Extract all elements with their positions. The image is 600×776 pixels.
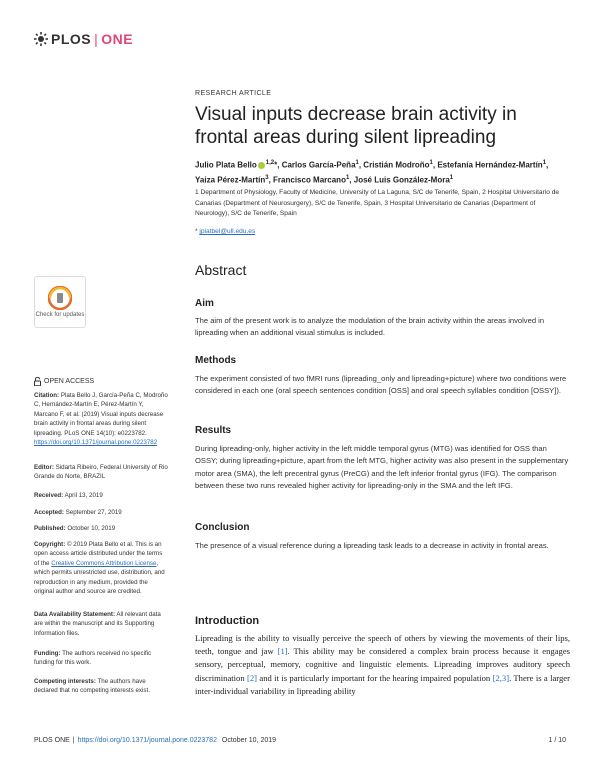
editor-label: Editor: bbox=[34, 464, 54, 471]
competing-interests-label: Competing interests: bbox=[34, 678, 96, 685]
data-availability-block bbox=[34, 610, 169, 638]
reference-link[interactable]: [2] bbox=[247, 672, 258, 683]
introduction-paragraph bbox=[195, 632, 570, 698]
accepted-date: September 27, 2019 bbox=[63, 509, 122, 516]
author-affil-sup: 1 bbox=[449, 174, 454, 181]
author-name[interactable]: , Francisco Marcano bbox=[268, 175, 346, 185]
logo-plos-text: PLOS bbox=[51, 31, 92, 47]
footer-page-number: 1 / 10 bbox=[548, 737, 566, 744]
introduction-heading: Introduction bbox=[195, 615, 260, 627]
received-label: Received: bbox=[34, 492, 64, 499]
corr-email-link[interactable]: jplatbel@ull.edu.es bbox=[199, 228, 256, 235]
plos-one-logo[interactable] bbox=[34, 31, 133, 47]
aim-text: The aim of the present work is to analyze the modulation of the brain activity within the areas involved in lipreading when an additional visual stimulus is included. bbox=[195, 316, 545, 338]
reference-link[interactable]: [2,3] bbox=[492, 672, 510, 683]
copyright-text-end: , which permits unrestricted use, distribution, and reproduction in any medium, provided the original author and source are credited. bbox=[34, 559, 165, 596]
plos-sun-icon bbox=[34, 32, 48, 46]
competing-interests-block bbox=[34, 677, 169, 696]
author-affil-sup: 1 bbox=[429, 160, 433, 166]
check-for-updates-button[interactable] bbox=[34, 276, 86, 328]
data-availability-label: Data Availability Statement: bbox=[34, 611, 116, 618]
logo-one-text: ONE bbox=[101, 31, 134, 47]
orcid-icon[interactable] bbox=[258, 162, 265, 169]
citation-text: Plata Bello J, García-Peña C, Modroño C, Hernández-Martín E, Pérez-Martín Y, Marcano F, et al. (2019) Visual inputs decrease brain activity in frontal areas during silent lipreading. PLoS ONE 14(10): e0223782. bbox=[34, 392, 168, 437]
corresponding-author bbox=[195, 228, 255, 235]
competing-interests-text: The authors have declared that no competing interests exist. bbox=[34, 678, 150, 695]
published-date: October 10, 2019 bbox=[65, 525, 116, 532]
cc-license-link[interactable]: Creative Commons Attribution License bbox=[51, 559, 157, 567]
author-name[interactable]: , Estefanía Hernández-Martín bbox=[432, 160, 543, 170]
funding-block bbox=[34, 649, 169, 668]
editor-block bbox=[34, 463, 169, 482]
funding-label: Funding: bbox=[34, 650, 61, 657]
author-name[interactable]: *, Carlos García-Peña bbox=[274, 160, 356, 170]
author-affil-sup: 1 bbox=[542, 160, 547, 166]
citation-doi-link[interactable]: https://doi.org/10.1371/journal.pone.0223782 bbox=[34, 439, 158, 447]
published-label: Published: bbox=[34, 525, 66, 532]
author-affil-sup: 1 bbox=[355, 160, 359, 166]
author-name[interactable]: Julio Plata Bello bbox=[195, 160, 257, 170]
data-availability-text: All relevant data are within the manuscript and its Supporting Information files. bbox=[34, 611, 161, 637]
corr-star: * bbox=[195, 228, 198, 235]
open-lock-icon bbox=[34, 377, 41, 386]
author-affil-sup: 1,2 bbox=[265, 160, 275, 166]
open-access-badge bbox=[34, 377, 94, 386]
intro-text: and it is particularly important for the hearing impaired population bbox=[257, 672, 493, 683]
copyright-label: Copyright: bbox=[34, 541, 66, 548]
citation-label: Citation: bbox=[34, 392, 60, 399]
footer-doi-link[interactable]: https://doi.org/10.1371/journal.pone.0223782 bbox=[77, 737, 217, 744]
citation-block bbox=[34, 391, 169, 447]
accepted-block bbox=[34, 508, 169, 517]
reference-link[interactable]: [1] bbox=[277, 646, 288, 657]
open-access-label: OPEN ACCESS bbox=[44, 378, 95, 385]
accepted-label: Accepted: bbox=[34, 509, 64, 516]
author-affil-sup: 1 bbox=[345, 174, 350, 181]
conclusion-text: The presence of a visual reference during a lipreading task leads to a decrease in activity in frontal areas. bbox=[195, 541, 549, 550]
article-type: RESEARCH ARTICLE bbox=[195, 90, 272, 97]
logo-separator: | bbox=[94, 31, 99, 47]
received-date: April 13, 2019 bbox=[63, 492, 103, 499]
author-affil-sup: 3 bbox=[265, 174, 269, 181]
published-block bbox=[34, 524, 169, 533]
intro-text: Lipreading is the ability to visually perceive the speech of others by viewing the movements of their lips, teeth, tongue and jaw bbox=[195, 633, 570, 657]
author-list bbox=[195, 157, 570, 186]
page-footer bbox=[34, 737, 566, 744]
author-name[interactable]: , José Luis González-Mora bbox=[349, 175, 450, 185]
methods-heading: Methods bbox=[195, 355, 237, 366]
intro-text: . This ability may be considered a complex brain process because it engages sensory, perceptual, memory, cognitive and linguistic elements. Lipreading improves auditory speech discrimination bbox=[195, 646, 570, 683]
methods-text: The experiment consisted of two fMRI runs (lipreading_only and lipreading+picture) where two conditions were considered in each one (oral speech sentences condition [OSS] and oral speech syllables condition [OSSY]). bbox=[195, 374, 567, 396]
conclusion-heading: Conclusion bbox=[195, 522, 250, 533]
copyright-text: © 2019 Plata Bello et al. This is an open access article distributed under the terms of the bbox=[34, 541, 163, 567]
funding-text: The authors received no specific funding for this work. bbox=[34, 650, 152, 667]
abstract-heading: Abstract bbox=[195, 262, 247, 278]
aim-heading: Aim bbox=[195, 298, 214, 309]
results-text: During lipreading-only, higher activity in the left middle temporal gyrus (MTG) was identified for OSS than OSSY; during lipreading+picture, apart from the left MTG, higher activity was also present in the supplementary motor area (SMA), the left precentral gyrus (PreCG) and the left inferior frontal gyrus (IFG). The comparison between these two runs revealed higher activity for lipreading-only in the SMA and the left IFG. bbox=[195, 444, 569, 490]
footer-journal: PLOS ONE bbox=[34, 737, 70, 744]
author-name[interactable]: , Yaiza Pérez-Martín bbox=[195, 160, 549, 185]
affiliations: 1 Department of Physiology, Faculty of Medicine, University of La Laguna, S/C de Tenerife, Spain, 2 Hospital Universitario de Canarias (Department of Neurosurgery), S/C de Tenerife, Spain, 3 Hospital Universitario de Canarias (Department of Neurology), S/C de Tenerife, Spain bbox=[195, 189, 560, 217]
copyright-block bbox=[34, 540, 169, 596]
footer-separator: | bbox=[72, 737, 75, 744]
article-title: Visual inputs decrease brain activity in frontal areas during silent lipreading bbox=[195, 104, 517, 148]
results-heading: Results bbox=[195, 425, 232, 436]
footer-left bbox=[34, 737, 279, 744]
author-name[interactable]: , Cristián Modroño bbox=[358, 160, 430, 170]
check-updates-label: Check for updates bbox=[35, 311, 85, 318]
received-block bbox=[34, 491, 169, 500]
intro-text: . There is a larger inter-individual variability in lipreading ability bbox=[195, 672, 570, 696]
check-updates-icon bbox=[48, 286, 72, 310]
footer-date: October 10, 2019 bbox=[221, 737, 277, 744]
editor-text: Sidarta Ribeiro, Federal University of Rio Grande do Norte, BRAZIL bbox=[34, 464, 168, 481]
